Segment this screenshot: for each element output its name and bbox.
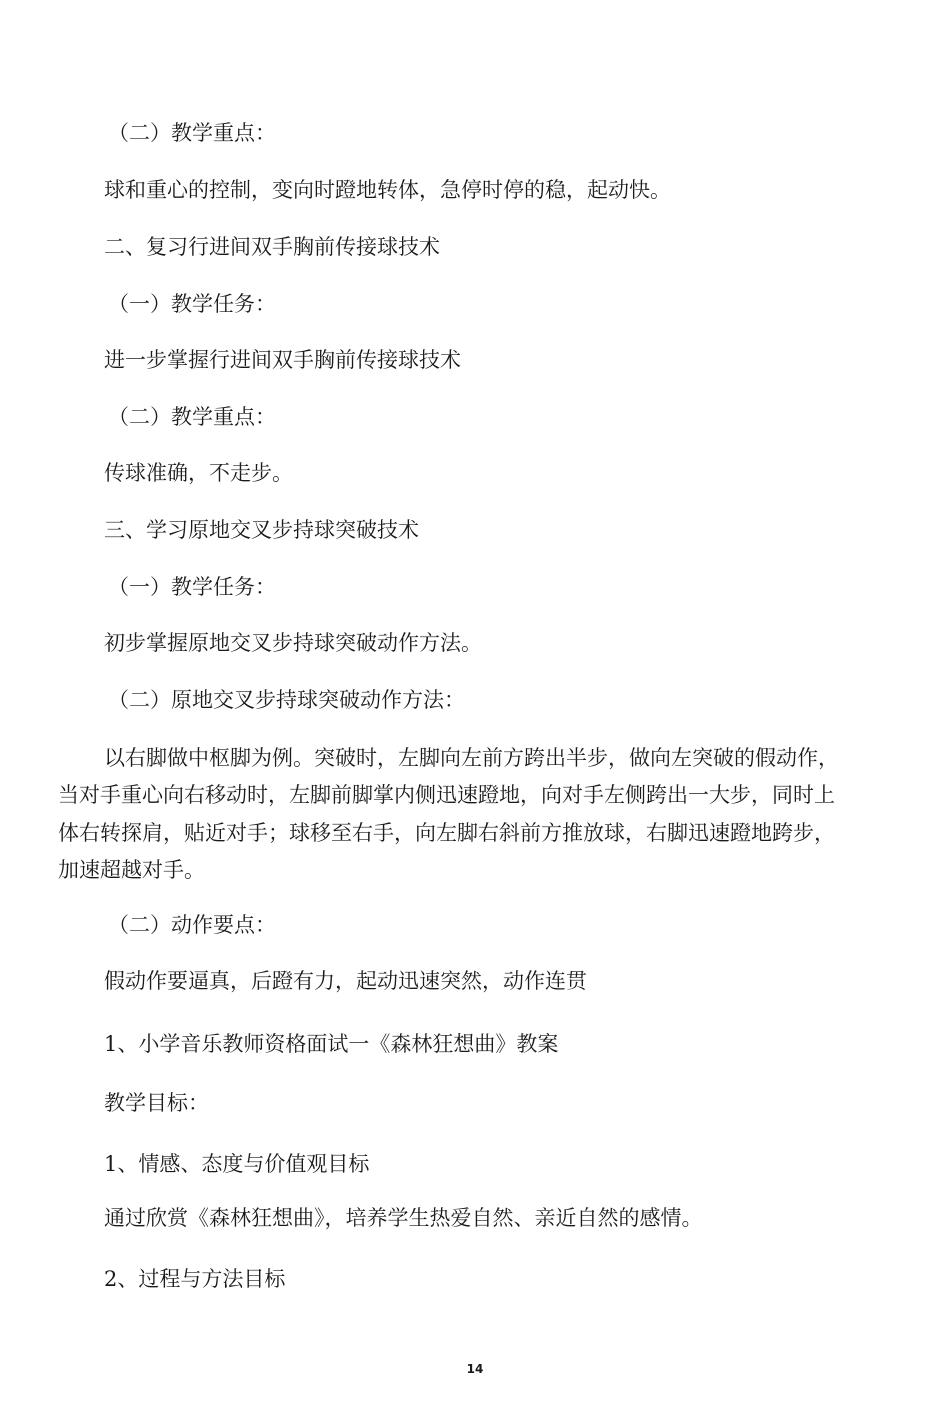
objective-heading-process: 2、过程与方法目标 bbox=[104, 1267, 286, 1291]
body-text-line: 通过欣赏《森林狂想曲》，培养学生热爱自然、亲近自然的感情。 bbox=[104, 1206, 703, 1230]
chapter-heading-review-passing: 二、复习行进间双手胸前传接球技术 bbox=[104, 235, 440, 259]
paragraph-line: 以右脚做中枢脚为例。突破时，左脚向左前方跨出半步，做向左突破的假动作， bbox=[104, 746, 839, 770]
page-number: 14 bbox=[466, 1362, 484, 1376]
section-heading-key-points: （二）动作要点： bbox=[108, 913, 276, 937]
section-heading-teaching-task: （一）教学任务： bbox=[108, 292, 276, 316]
chapter-heading-crossover-breakthrough: 三、学习原地交叉步持球突破技术 bbox=[104, 518, 419, 542]
body-text-line: 初步掌握原地交叉步持球突破动作方法。 bbox=[104, 631, 482, 655]
body-text-line: 球和重心的控制，变向时蹬地转体，急停时停的稳，起动快。 bbox=[104, 178, 671, 202]
objective-heading-emotion: 1、情感、态度与价值观目标 bbox=[104, 1152, 370, 1176]
body-text-line: 传球准确，不走步。 bbox=[104, 461, 293, 485]
lesson-plan-title: 1、小学音乐教师资格面试一《森林狂想曲》教案 bbox=[104, 1032, 559, 1056]
section-heading-teaching-task: （一）教学任务： bbox=[108, 575, 276, 599]
paragraph-line: 加速超越对手。 bbox=[58, 858, 205, 882]
body-text-line: 进一步掌握行进间双手胸前传接球技术 bbox=[104, 348, 461, 372]
body-text-line: 假动作要逼真，后蹬有力，起动迅速突然，动作连贯 bbox=[104, 969, 587, 993]
section-heading-teaching-focus: （二）教学重点： bbox=[108, 405, 276, 429]
paragraph-line: 当对手重心向右移动时，左脚前脚掌内侧迅速蹬地，向对手左侧跨出一大步，同时上 bbox=[58, 783, 835, 807]
paragraph-line: 体右转探肩，贴近对手；球移至右手，向左脚右斜前方推放球，右脚迅速蹬地跨步， bbox=[58, 821, 835, 845]
section-heading-method: （二）原地交叉步持球突破动作方法： bbox=[108, 688, 465, 712]
section-heading-teaching-focus: （二）教学重点： bbox=[108, 121, 276, 145]
section-heading-teaching-objectives: 教学目标： bbox=[104, 1091, 209, 1115]
